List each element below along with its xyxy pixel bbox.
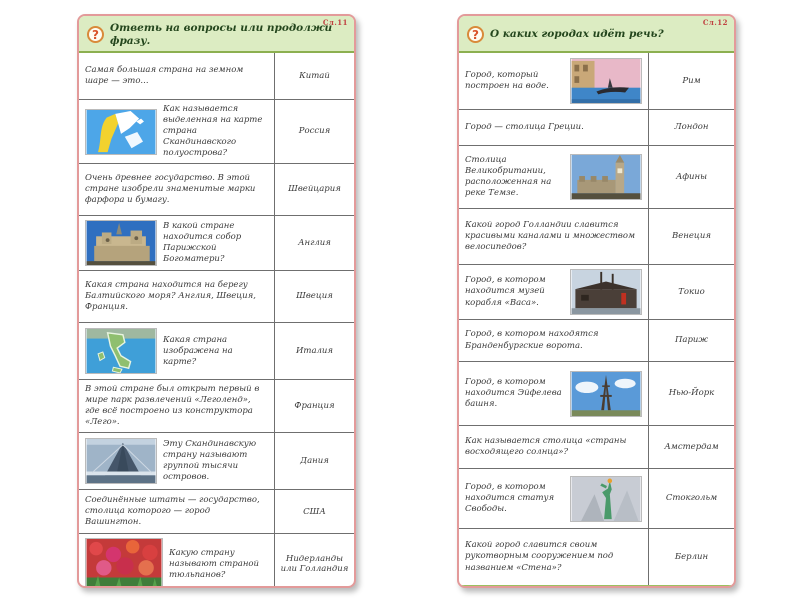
italy-map-image [85, 328, 157, 374]
answer-text: Токио [648, 265, 734, 319]
question-text: В этой стране был открыт первый в мире парк развлечений «Леголенд», где всё построено из конструктора «Лего». [85, 384, 260, 428]
question-mark-icon: ? [467, 26, 484, 43]
answer-text: Амстердам [648, 426, 734, 468]
quiz-rows [459, 53, 734, 585]
slide-number-label: Сл.11 [322, 18, 348, 27]
question-text: Город, который построен на воде. [465, 69, 549, 91]
countries-quiz-card [77, 14, 356, 588]
statue-of-liberty-photo-image [570, 476, 642, 522]
question-mark-icon: ? [87, 26, 104, 43]
question-text: Какую страну называют страной тюльпанов? [169, 547, 260, 580]
card-header [459, 16, 734, 53]
big-ben-photo-image [570, 154, 642, 200]
answer-text: Нью-Йорк [648, 362, 734, 425]
answer-text: Франция [274, 380, 354, 432]
cities-quiz-card [457, 14, 736, 588]
quiz-row [459, 110, 734, 146]
venice-photo-image [570, 58, 642, 104]
answer-text: Россия [274, 100, 354, 163]
question-text: Город, в котором находятся Бранденбургские ворота. [465, 329, 599, 351]
quiz-row [79, 53, 354, 100]
answer-text: Берлин [648, 529, 734, 585]
answer-text: Швеция [274, 271, 354, 322]
quiz-row [459, 529, 734, 585]
quiz-row [79, 216, 354, 271]
quiz-row [79, 534, 354, 588]
quiz-row [79, 380, 354, 433]
scandinavia-map-image [85, 109, 157, 155]
quiz-rows [79, 53, 354, 588]
question-text: В какой стране находится собор Парижской Богоматери? [163, 221, 242, 265]
question-text: Эту Скандинавскую страну называют группой тысячи островов. [163, 439, 257, 483]
question-text: Как называется выделенная на карте страна Скандинавского полуострова? [163, 104, 263, 159]
quiz-row [459, 320, 734, 362]
answer-text: Париж [648, 320, 734, 361]
answer-text: Лондон [648, 110, 734, 145]
question-text: Город, в котором находится музей корабля «Васа». [465, 275, 546, 308]
question-text: Соединённые штаты — государство, столица которого — город Вашингтон. [85, 495, 260, 528]
vasa-museum-photo-image [570, 269, 642, 315]
question-text: Какая страна находится на берегу Балтийского моря? Англия, Швеция, Франция. [85, 280, 256, 313]
cathedral-photo-image [85, 220, 157, 266]
quiz-row [79, 323, 354, 380]
answer-text: Дания [274, 433, 354, 489]
answer-text: Рим [648, 53, 734, 109]
quiz-row [79, 164, 354, 216]
card-header [79, 16, 354, 53]
question-text: Город, в котором находится Эйфелева башня. [465, 376, 562, 410]
quiz-row [459, 265, 734, 320]
question-text: Столица Великобритании, расположенная на реке Темзе. [465, 154, 552, 199]
quiz-row [459, 53, 734, 110]
answer-text: Англия [274, 216, 354, 270]
answer-text: Стокгольм [648, 469, 734, 528]
eiffel-tower-photo-image [570, 371, 642, 417]
quiz-row [459, 469, 734, 529]
quiz-row [459, 426, 734, 469]
answer-text: Венеция [648, 209, 734, 264]
question-text: Город — столица Греции. [465, 121, 584, 132]
quiz-row [459, 362, 734, 426]
answer-text: США [274, 490, 354, 533]
question-text: Какая страна изображена на карте? [163, 334, 233, 367]
answer-text: Афины [648, 146, 734, 208]
quiz-row [79, 490, 354, 534]
question-text: Как называется столица «страны восходящего солнца»? [465, 435, 627, 457]
answer-text: Италия [274, 323, 354, 379]
card-footer-strip [459, 585, 734, 587]
answer-text: Нидерланды или Голландия [274, 534, 354, 588]
bridge-photo-image [85, 438, 157, 484]
tulips-photo-image [85, 538, 163, 588]
card-title: Ответь на вопросы или продолжи фразу. [110, 22, 333, 47]
question-text: Самая большая страна на земном шаре — это... [85, 64, 244, 86]
question-text: Город, в котором находится статуя Свободы. [465, 481, 555, 515]
question-text: Какой город славится своим рукотворным сооружением под названием «Стена»? [465, 540, 614, 573]
slide-number-label: Сл.12 [702, 18, 728, 27]
quiz-row [79, 100, 354, 164]
quiz-row [79, 433, 354, 490]
card-title: О каких городах идёт речь? [490, 28, 664, 41]
answer-text: Китай [274, 53, 354, 99]
answer-text: Швейцария [274, 164, 354, 215]
question-text: Какой город Голландии славится красивыми каналами и множеством велосипедов? [465, 219, 635, 253]
quiz-row [79, 271, 354, 323]
question-text: Очень древнее государство. В этой стране изобрели знаменитые марки фарфора и бумагу. [85, 173, 256, 206]
quiz-row [459, 146, 734, 209]
quiz-row [459, 209, 734, 265]
